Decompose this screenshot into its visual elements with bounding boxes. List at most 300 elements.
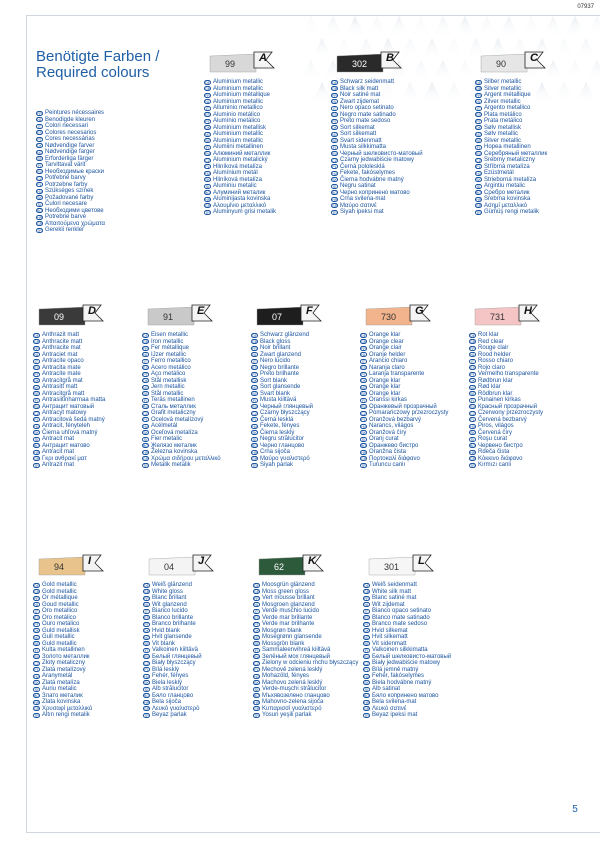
- language-code-badge: IT: [361, 359, 366, 364]
- language-code-badge: BG: [252, 444, 258, 449]
- language-code-badge: IT: [34, 609, 39, 614]
- language-code-badge: GR: [144, 707, 150, 712]
- language-code-badge: SK: [254, 681, 259, 686]
- color-name-text: Aluminium métallique: [213, 92, 271, 98]
- color-name-text: Червено бистро: [478, 442, 523, 449]
- language-code-badge: NO: [144, 635, 150, 640]
- color-name-list: [142, 332, 250, 469]
- color-name-text: Orange clear: [369, 338, 404, 345]
- language-code-badge: RU: [143, 405, 149, 410]
- color-name-text: Narancs, világos: [369, 423, 414, 429]
- color-name-text: Peintures nécessaires: [45, 110, 105, 116]
- language-code-badge: RU: [254, 655, 260, 660]
- color-letter: A: [259, 52, 267, 64]
- color-name-text: Мъхявозелено гланцово: [262, 692, 330, 699]
- color-name-text: Čierna uhľová matný: [42, 429, 98, 436]
- color-name-text: Vit blank: [152, 640, 175, 647]
- language-code-badge: HR: [332, 197, 338, 202]
- color-name-text: Zlata kovinska: [42, 699, 81, 705]
- color-name-text: Χρυσαφί μεταλλικό: [42, 705, 93, 712]
- color-name-text: Schwarz glänzend: [260, 332, 310, 338]
- language-code-badge: ES: [143, 366, 148, 371]
- language-code-badge: TR: [205, 210, 210, 215]
- color-name-text: Antracit mat: [42, 436, 75, 442]
- color-name-text: Silver metallic: [484, 137, 522, 144]
- color-name-text: Κυπαρισσί γυαλιστερό: [262, 705, 322, 712]
- color-name-text: Preto brilhante: [260, 371, 300, 377]
- color-name-text: Grafit metaliczny: [151, 410, 196, 416]
- language-code-badge: PL: [470, 418, 475, 423]
- language-code-badge: GR: [364, 707, 370, 712]
- language-code-badge: NL: [254, 603, 259, 608]
- color-name-text: Бяло копринено матово: [372, 692, 439, 699]
- language-code-badge: BG: [143, 444, 149, 449]
- color-code: 90: [496, 59, 507, 69]
- color-name-text: Сребро металик: [484, 189, 530, 196]
- language-code-badge: ES: [205, 113, 210, 118]
- language-code-badge: FI: [332, 145, 337, 150]
- color-name-text: Aluminijasta kovinska: [213, 196, 271, 202]
- color-letter: B: [386, 52, 394, 64]
- language-code-badge: TR: [364, 713, 369, 718]
- pattern-triangle: [344, 16, 366, 38]
- color-name-text: Fehér, fakóselymes: [372, 673, 425, 679]
- title-english: Required colours: [36, 64, 150, 81]
- language-code-badge: NL: [34, 603, 39, 608]
- language-code-badge: HR: [34, 450, 40, 455]
- language-code-badge: SE: [254, 642, 259, 647]
- language-code-badge: SE: [205, 139, 210, 144]
- language-code-badge: SK: [252, 431, 257, 436]
- color-name-text: Rødbrun klar: [478, 377, 513, 384]
- language-code-badge: GB: [361, 340, 367, 345]
- color-name-text: Blanc satiné mat: [372, 595, 417, 601]
- color-name-text: Ezüstmetál: [484, 170, 514, 176]
- color-name-text: Eisen metallic: [151, 332, 189, 338]
- color-name-text: Siyah ipeksi mat: [340, 209, 384, 215]
- language-code-badge: BG: [34, 694, 40, 699]
- language-code-badge: RU: [361, 405, 367, 410]
- language-code-badge: PL: [476, 165, 481, 170]
- language-code-badge: FI: [252, 398, 257, 403]
- color-code: 99: [225, 59, 236, 69]
- language-code-badge: PT: [144, 622, 149, 627]
- color-name-text: Anthracite mat: [42, 345, 81, 351]
- language-code-badge: GR: [37, 222, 43, 227]
- color-name-text: Antracita mate: [42, 364, 81, 371]
- color-name-text: Alb strălucitor: [152, 686, 189, 692]
- language-code-badge: SE: [34, 642, 39, 647]
- color-name-text: Orange klar: [369, 332, 401, 338]
- color-name-text: Aluminium metallic: [213, 137, 264, 144]
- language-code-badge: SI: [144, 687, 149, 692]
- color-letter: J: [198, 555, 205, 567]
- color-swatch: [33, 553, 109, 578]
- language-code-badge: HR: [364, 700, 370, 705]
- language-code-badge: TR: [332, 210, 337, 215]
- language-row: [331, 209, 439, 216]
- language-code-badge: NO: [476, 132, 482, 137]
- color-name-text: Aranymetál: [42, 673, 73, 679]
- color-name-text: Aluminium metallisk: [213, 124, 267, 131]
- color-name-text: Золото металлик: [42, 653, 90, 660]
- color-name-text: Оранжево бистро: [369, 442, 419, 449]
- color-name-text: Mosegrønn glansende: [262, 634, 322, 640]
- language-code-badge: DE: [252, 333, 257, 338]
- color-swatch: [331, 50, 407, 75]
- color-name-text: Aluminium metallic: [213, 131, 264, 137]
- language-code-badge: PT: [34, 372, 39, 377]
- language-code-badge: HU: [143, 424, 149, 429]
- language-code-badge: HR: [254, 700, 260, 705]
- language-code-badge: FI: [143, 398, 148, 403]
- language-code-badge: IT: [252, 359, 257, 364]
- language-code-badge: PL: [252, 418, 257, 423]
- language-code-badge: TR: [252, 463, 257, 468]
- color-name-text: Aluminium metallic: [213, 98, 264, 105]
- language-code-badge: SE: [470, 392, 475, 397]
- language-code-badge: HR: [470, 450, 476, 455]
- color-name-text: Oranžna čista: [369, 449, 407, 455]
- language-code-badge: GR: [205, 204, 211, 209]
- color-name-list: [360, 332, 468, 469]
- color-name-text: Kırmızı canlı: [478, 462, 512, 468]
- language-code-badge: IT: [205, 106, 210, 111]
- language-code-badge: GB: [34, 340, 40, 345]
- color-name-text: Oranje helder: [369, 351, 406, 358]
- color-name-text: Ocelová metalízový: [151, 416, 204, 423]
- language-code-badge: IT: [364, 609, 369, 614]
- color-name-text: Orange klar: [369, 377, 401, 384]
- color-name-text: Wit glanzend: [152, 601, 187, 608]
- language-code-badge: ES: [34, 616, 39, 621]
- language-code-badge: CZ: [361, 411, 366, 416]
- color-name-text: Złoty metaliczny: [42, 660, 86, 666]
- color-name-text: Čulori necesare: [45, 201, 88, 207]
- language-code-badge: DE: [361, 333, 366, 338]
- color-name-text: Μαύρο σατινέ: [340, 202, 377, 209]
- pattern-triangle: [586, 16, 600, 38]
- color-swatch: [204, 50, 280, 75]
- language-code-badge: RU: [34, 655, 40, 660]
- language-code-badge: SE: [332, 139, 337, 144]
- language-code-badge: SK: [361, 431, 366, 436]
- language-code-badge: TR: [470, 463, 475, 468]
- color-name-text: Auriu metalic: [42, 686, 77, 692]
- color-swatch: [143, 553, 219, 578]
- color-name-text: Bela svilena-mat: [372, 699, 417, 705]
- language-code-badge: FI: [34, 398, 39, 403]
- color-name-text: Valkoinen kiiltävä: [152, 647, 198, 653]
- color-name-text: Rödbrun klar: [478, 390, 513, 397]
- page-title: [36, 49, 159, 81]
- language-code-badge: BG: [476, 191, 482, 196]
- language-code-badge: DK: [476, 126, 481, 131]
- color-name-text: Белый шелковисто-матовый: [372, 653, 452, 660]
- color-name-text: Negro mate satinado: [340, 111, 396, 118]
- color-name-text: Czarny jedwabiście matowy: [340, 157, 415, 163]
- color-name-list: [204, 79, 312, 216]
- language-code-badge: PT: [252, 372, 257, 377]
- language-code-badge: RU: [34, 405, 40, 410]
- language-code-badge: NO: [37, 150, 43, 155]
- language-code-badge: FR: [476, 93, 481, 98]
- language-code-badge: SK: [470, 431, 475, 436]
- color-block-d: [33, 303, 141, 469]
- color-name-text: Biela lesklý: [152, 679, 183, 686]
- color-name-text: Roşu curat: [478, 436, 508, 442]
- language-code-badge: HU: [470, 424, 476, 429]
- color-name-text: Oranssi kirkas: [369, 397, 408, 403]
- language-row: [253, 712, 361, 719]
- color-name-text: Απαιτούμενα χρώματα: [45, 220, 105, 227]
- language-code-badge: PT: [470, 372, 475, 377]
- language-code-badge: RU: [205, 152, 211, 157]
- language-code-badge: GB: [476, 87, 482, 92]
- color-name-text: Mosgroen glanzend: [262, 601, 315, 608]
- color-name-text: Vit sidenmatt: [372, 640, 407, 647]
- language-code-badge: IT: [144, 609, 149, 614]
- pattern-triangle: [542, 16, 564, 38]
- color-name-text: Желязо металик: [151, 442, 197, 449]
- color-name-text: Hliníková metalíza: [213, 176, 263, 183]
- language-code-badge: FI: [254, 648, 259, 653]
- color-name-text: Alumínio metálico: [213, 118, 261, 124]
- language-code-badge: SE: [252, 392, 257, 397]
- language-code-badge: HU: [205, 171, 211, 176]
- color-name-text: Teräs metallinen: [151, 397, 195, 403]
- language-code-badge: SK: [364, 681, 369, 686]
- language-code-badge: NL: [361, 353, 366, 358]
- language-code-badge: PT: [205, 119, 210, 124]
- language-code-badge: ES: [34, 366, 39, 371]
- language-code-badge: TR: [476, 210, 481, 215]
- color-name-text: Preto mate sedoso: [340, 118, 391, 124]
- color-name-text: Bianco lucido: [152, 608, 188, 614]
- language-code-badge: SI: [37, 202, 42, 207]
- language-code-badge: IT: [37, 124, 42, 129]
- color-name-text: Silver metallic: [484, 85, 522, 92]
- color-name-text: Fier metalic: [151, 436, 183, 442]
- language-code-badge: NL: [144, 603, 149, 608]
- color-name-text: Iron metallic: [151, 338, 184, 345]
- language-code-badge: GB: [332, 87, 338, 92]
- color-name-text: Biały jedwabiście matowy: [372, 660, 441, 666]
- language-code-badge: ES: [476, 113, 481, 118]
- language-code-badge: DK: [34, 629, 39, 634]
- language-code-badge: PT: [143, 372, 148, 377]
- color-name-text: Altın rengi metalik: [42, 712, 90, 718]
- language-code-badge: PT: [37, 137, 42, 142]
- color-letter: K: [308, 555, 316, 567]
- swatch-shape: [33, 553, 109, 578]
- color-letter: F: [306, 305, 313, 317]
- language-code-badge: IT: [143, 359, 148, 364]
- color-swatch: [142, 303, 218, 328]
- page-number: [562, 796, 588, 822]
- pattern-triangle: [520, 16, 542, 38]
- color-name-text: Sølv metallic: [484, 131, 519, 137]
- language-code-badge: SE: [34, 392, 39, 397]
- color-name-text: Turuncu canlı: [369, 462, 406, 468]
- language-code-badge: DE: [143, 333, 148, 338]
- color-swatch: [363, 553, 439, 578]
- color-name-text: Fehér, fényes: [152, 673, 189, 679]
- language-code-badge: GB: [143, 340, 149, 345]
- color-name-text: White gloss: [152, 588, 184, 595]
- color-name-text: Fekete, fényes: [260, 423, 300, 429]
- color-name-text: Biela hodvábne matný: [372, 679, 432, 686]
- color-name-text: Blanco mate satinado: [372, 614, 430, 621]
- language-code-badge: PL: [205, 165, 210, 170]
- color-name-text: Pomarańczowy przezroczysty: [369, 410, 449, 416]
- color-name-text: Naranja claro: [369, 364, 405, 371]
- color-name-text: Negru strălucitor: [260, 436, 305, 442]
- color-name-text: Необходимые краски: [45, 168, 104, 175]
- color-name-text: Antracit mat: [42, 449, 75, 455]
- color-name-text: Erforderliga färger: [45, 155, 94, 162]
- color-name-text: IJzer metallic: [151, 351, 187, 358]
- color-name-text: Silber metallic: [484, 79, 522, 85]
- color-name-text: Piros, világos: [478, 423, 514, 429]
- color-name-list: [33, 332, 141, 469]
- language-code-badge: FI: [144, 648, 149, 653]
- language-code-badge: SK: [476, 178, 481, 183]
- color-name-text: Szükséges színek: [45, 188, 94, 194]
- color-name-text: Gull metallic: [42, 634, 75, 640]
- color-name-text: Guld metallisk: [42, 627, 80, 634]
- color-name-text: Siyah parlak: [260, 462, 294, 468]
- language-code-badge: PL: [34, 418, 39, 423]
- color-name-text: Antracyt matowy: [42, 410, 87, 416]
- language-code-badge: BG: [205, 191, 211, 196]
- color-name-text: Зелёный мох глянцевый: [262, 653, 330, 660]
- color-name-text: Stål metallic: [151, 390, 184, 397]
- color-name-list: [331, 79, 439, 216]
- language-code-badge: HU: [144, 674, 150, 679]
- language-code-badge: NL: [332, 100, 337, 105]
- pattern-triangle: [410, 16, 432, 38]
- language-code-badge: TR: [37, 228, 42, 233]
- page-number-text: 5: [572, 803, 578, 815]
- color-name-text: Alumínium metál: [213, 170, 258, 176]
- language-code-badge: FI: [361, 398, 366, 403]
- language-code-badge: TR: [34, 463, 39, 468]
- color-name-text: Argento metallico: [484, 105, 531, 111]
- language-code-badge: HU: [364, 674, 370, 679]
- language-code-badge: NO: [143, 385, 149, 390]
- pattern-triangle: [564, 16, 586, 38]
- language-code-badge: SI: [361, 437, 366, 442]
- color-name-text: Серебряный металлик: [484, 150, 548, 157]
- color-name-text: Laranja transparente: [369, 371, 425, 377]
- color-name-text: Červená bezbarvý: [478, 416, 527, 423]
- color-name-list: [253, 582, 361, 719]
- language-code-badge: GR: [143, 457, 149, 462]
- color-name-text: Čierna lesklý: [260, 429, 295, 436]
- language-code-badge: DE: [205, 80, 210, 85]
- language-code-badge: GR: [34, 457, 40, 462]
- language-code-badge: SE: [143, 392, 148, 397]
- language-code-badge: FR: [34, 596, 39, 601]
- color-name-text: Rød klar: [478, 384, 501, 390]
- color-name-text: Αλουμίνιο μεταλλικό: [213, 202, 267, 209]
- language-code-badge: GR: [34, 707, 40, 712]
- color-name-text: Srebrny metaliczny: [484, 157, 536, 163]
- color-name-text: Mechově zelená lesklý: [262, 666, 323, 673]
- color-name-text: Svart blank: [260, 390, 291, 397]
- color-name-text: Anthracite matt: [42, 338, 83, 345]
- color-code: 04: [164, 562, 175, 572]
- language-code-badge: NL: [34, 353, 39, 358]
- color-block-j: [143, 553, 251, 719]
- language-code-badge: DK: [470, 379, 475, 384]
- color-name-text: Benodigde kleuren: [45, 116, 96, 123]
- color-name-text: Oranj curat: [369, 436, 399, 442]
- color-name-text: Λευκό σατινέ: [372, 705, 407, 712]
- language-code-badge: SK: [37, 196, 42, 201]
- color-name-text: Γκρι ανθρακί ματ: [42, 455, 87, 462]
- color-name-text: Yosun yeşili parlak: [262, 712, 312, 718]
- color-name-text: Antracitgrå matt: [42, 390, 85, 397]
- color-swatch: [253, 553, 329, 578]
- color-name-text: Rdeča čista: [478, 449, 510, 455]
- color-block-k: [253, 553, 361, 719]
- color-swatch: [360, 303, 436, 328]
- color-name-text: Antracite mate: [42, 371, 81, 377]
- color-name-text: Χρώμα σιδήρου μεταλλικό: [151, 455, 221, 462]
- color-name-text: Антрацит матово: [42, 442, 90, 449]
- color-name-text: Оранжевый прозрачный: [369, 403, 437, 410]
- color-name-text: Černá lesklá: [260, 416, 294, 423]
- color-name-text: Red clear: [478, 338, 504, 345]
- color-name-text: Ouro metálico: [42, 621, 80, 627]
- language-code-badge: PT: [332, 119, 337, 124]
- language-code-badge: FR: [254, 596, 259, 601]
- color-name-text: Fekete, fakóselymes: [340, 170, 396, 176]
- language-code-badge: FI: [205, 145, 210, 150]
- language-code-badge: DK: [205, 126, 210, 131]
- color-name-text: Oranžová bezbarvý: [369, 416, 422, 423]
- color-letter: I: [88, 555, 92, 567]
- color-name-text: Aluminio metálico: [213, 111, 261, 118]
- color-name-text: Metalik metalik: [151, 462, 191, 468]
- color-name-text: Blanco brillante: [152, 614, 194, 621]
- color-name-text: Beyaz ipeksi mat: [372, 712, 418, 718]
- language-code-badge: NO: [34, 385, 40, 390]
- color-name-text: Czarny błyszczący: [260, 410, 310, 416]
- page-sheet: [26, 15, 600, 833]
- language-code-badge: BG: [34, 444, 40, 449]
- color-name-text: Gümüş rengi metalik: [484, 209, 540, 215]
- language-code-badge: GR: [252, 457, 258, 462]
- language-code-badge: PT: [361, 372, 366, 377]
- language-code-badge: NO: [205, 132, 211, 137]
- swatch-shape: [331, 50, 407, 75]
- language-code-badge: HU: [252, 424, 258, 429]
- color-name-text: Aluminyum grisi metalik: [213, 209, 277, 215]
- language-code-badge: HR: [37, 215, 43, 220]
- color-name-text: Biały błyszczący: [152, 660, 196, 666]
- color-name-list: [363, 582, 471, 719]
- pattern-triangle: [311, 38, 333, 60]
- language-code-badge: FR: [470, 346, 475, 351]
- color-name-text: Potrebne barve: [45, 214, 87, 220]
- color-code: 731: [490, 312, 506, 322]
- color-name-text: Verde mar brillante: [262, 614, 313, 621]
- color-name-text: Ferro metallico: [151, 358, 191, 364]
- language-code-badge: FR: [143, 346, 148, 351]
